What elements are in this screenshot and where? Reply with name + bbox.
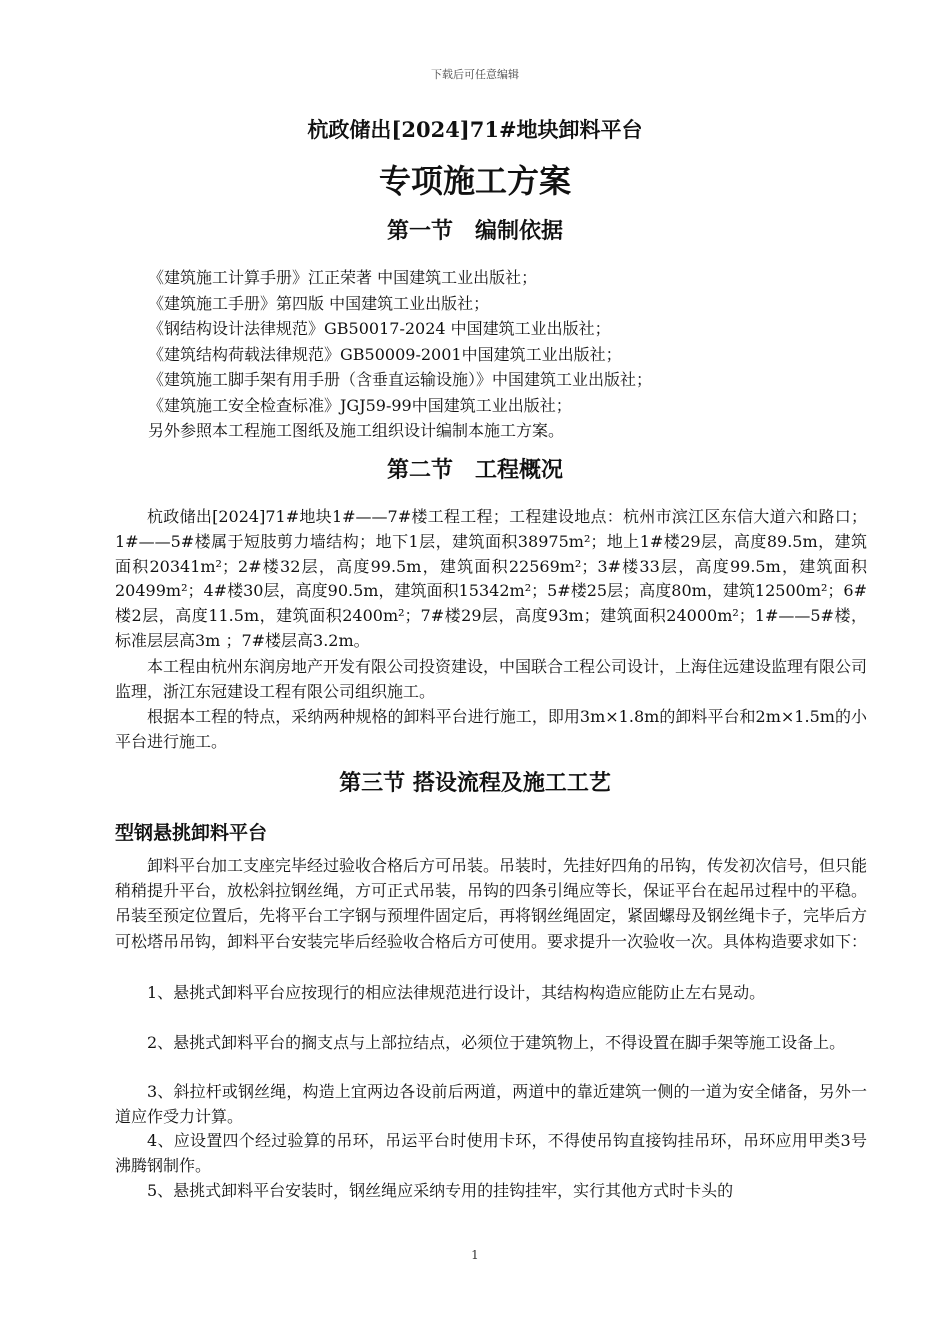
- reference-item: 《钢结构设计法律规范》GB50017-2024 中国建筑工业出版社；: [148, 319, 611, 338]
- document-title: 杭政储出[2024]71#地块卸料平台: [307, 117, 643, 142]
- reference-item: 《建筑施工脚手架有用手册（含垂直运输设施）》中国建筑工业出版社；: [148, 370, 653, 389]
- reference-item: 《建筑施工手册》第四版 中国建筑工业出版社；: [148, 293, 490, 313]
- platform-spec-paragraph: 根据本工程的特点，采纳两种规格的卸料平台进行施工，即用3m×1.8m的卸料平台和2m×1.5m的小平台进行施工。: [115, 707, 867, 751]
- requirement-item-2: 2、悬挑式卸料平台的搁支点与上部拉结点，必须位于建筑物上，不得设置在脚手架等施工设备上。: [147, 1033, 846, 1052]
- requirement-item-4: 4、应设置四个经过验算的吊环，吊运平台时使用卡环，不得使吊钩直接钩挂吊环，吊环应用甲类3号沸腾钢制作。: [115, 1131, 867, 1176]
- reference-item: 《建筑结构荷载法律规范》GB50009-2001中国建筑工业出版社；: [148, 344, 622, 364]
- reference-item: 《建筑施工安全检查标准》JGJ59-99中国建筑工业出版社；: [148, 395, 572, 415]
- requirement-item-3: 3、斜拉杆或钢丝绳，构造上宜两边各设前后两道，两道中的靠近建筑一侧的一道为安全储备，另外一道应作受力计算。: [115, 1082, 867, 1127]
- page-number: 1: [471, 1248, 479, 1262]
- section-3-subheading: 型钢悬挑卸料平台: [115, 822, 268, 844]
- section-2-heading: 第二节 工程概况: [386, 457, 563, 483]
- project-overview-paragraph: 杭政储出[2024]71#地块1#——7#楼工程工程；工程建设地点：杭州市滨江区东信大道六和路口；1#——5#楼属于短肢剪力墙结构；地下1层，建筑面积38975m²；地上1#楼29层，高度89.5m，建筑面积20341m²；2#楼32层，高度99.5m，建筑面积22569m²；3#楼33层，高度99.5m，建筑面积20499m²；4#楼30层，高度90.5m，建筑面积15342m²；5#楼25层；高度80m，建筑12500m²；6#楼2层，高度11.5m，建筑面积2400m²；7#楼29层，高度93m；建筑面积24000m²；1#——5#楼，标准层层高3m ；7#楼层高3.2m。: [115, 507, 867, 650]
- section-1-heading: 第一节 编制依据: [386, 218, 563, 244]
- requirement-item-5: 5、悬挑式卸料平台安装时，钢丝绳应采纳专用的挂钩挂牢，实行其他方式时卡头的: [147, 1181, 734, 1200]
- document-subtitle: 专项施工方案: [378, 162, 571, 200]
- reference-note: 另外参照本工程施工图纸及施工组织设计编制本施工方案。: [148, 421, 565, 440]
- section-3-heading: 第三节 搭设流程及施工工艺: [339, 770, 611, 796]
- requirement-item-1: 1、悬挑式卸料平台应按现行的相应法律规范进行设计，其结构构造应能防止左右晃动。: [147, 983, 766, 1002]
- reference-list: [148, 265, 868, 444]
- header-note: 下载后可任意编辑: [431, 68, 519, 81]
- installation-paragraph: 卸料平台加工支座完毕经过验收合格后方可吊装。吊装时，先挂好四角的吊钩，传发初次信号，但只能稍稍提升平台，放松斜拉钢丝绳，方可正式吊装，吊钩的四条引绳应等长，保证平台在起吊过程中的平稳。吊装至预定位置后，先将平台工字钢与预埋件固定后，再将钢丝绳固定，紧固螺母及钢丝绳卡子，完毕后方可松塔吊吊钩，卸料平台安装完毕后经验收合格后方可使用。要求提升一次验收一次。具体构造要求如下：: [115, 856, 868, 951]
- reference-item: 《建筑施工计算手册》江正荣著 中国建筑工业出版社；: [148, 268, 538, 287]
- project-parties-paragraph: 本工程由杭州东润房地产开发有限公司投资建设，中国联合工程公司设计，上海住远建设监理有限公司监理，浙江东冠建设工程有限公司组织施工。: [115, 657, 868, 701]
